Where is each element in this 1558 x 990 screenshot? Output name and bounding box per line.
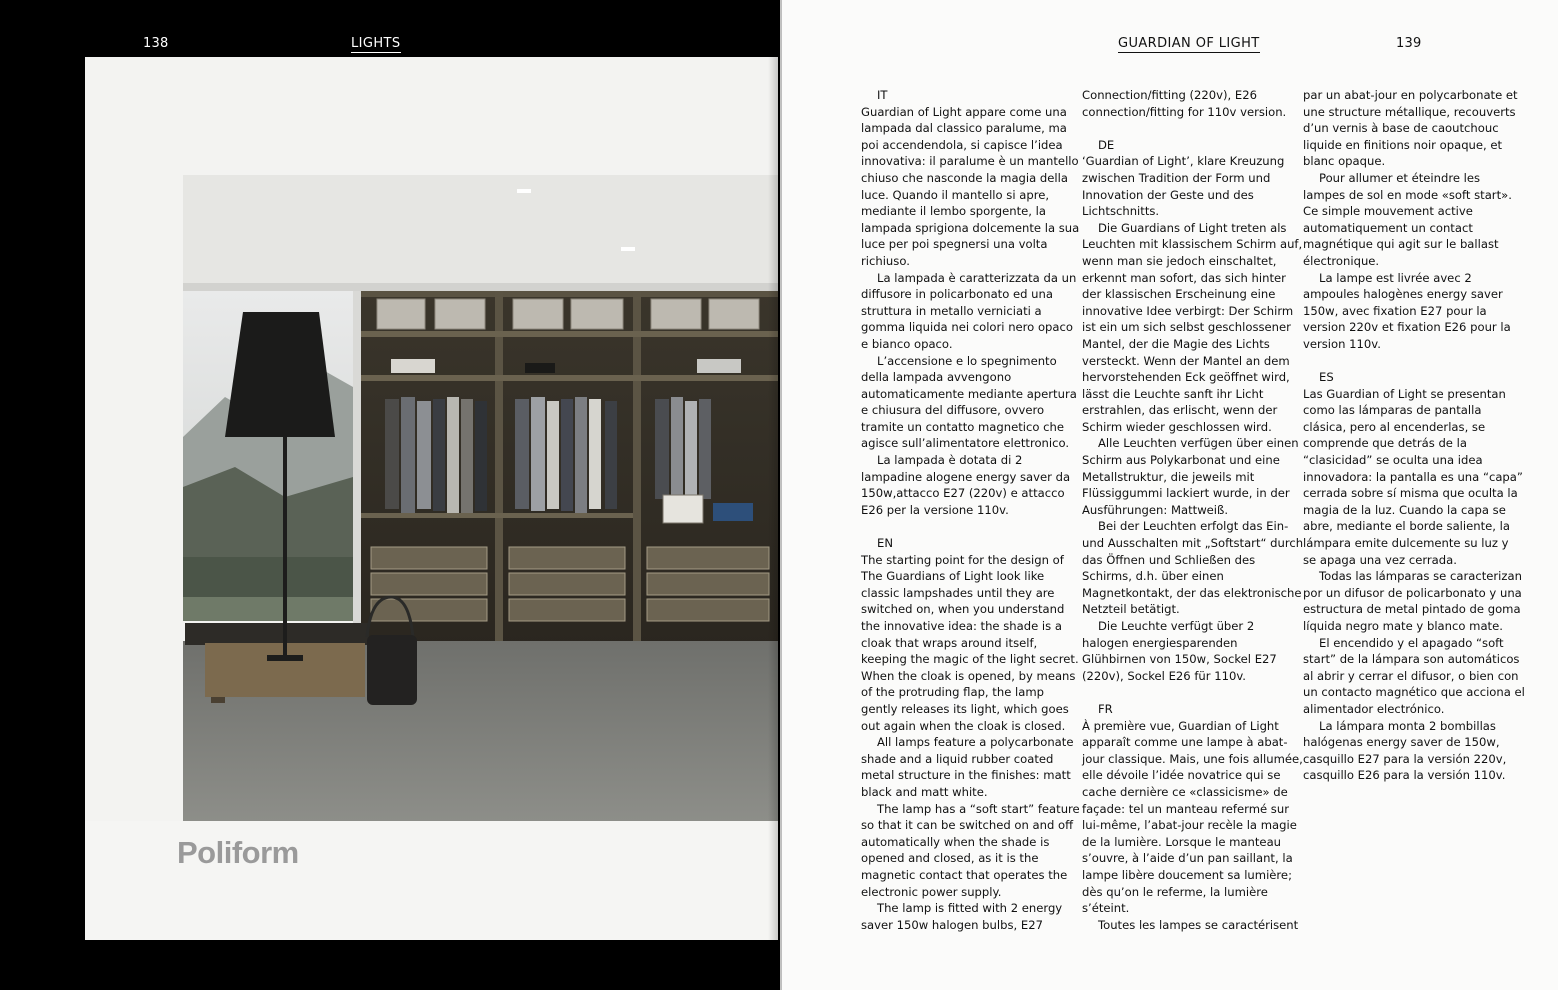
- language-heading: IT: [877, 88, 888, 102]
- running-head-right: GUARDIAN OF LIGHT: [1118, 36, 1260, 51]
- body-paragraph: La lámpara monta 2 bombillas halógenas energy saver de 150w, casquillo E27 para la versión 220v, casquillo E26 para la versión 110v.: [1303, 718, 1507, 783]
- body-paragraph: The lamp has a “soft start” feature so that it can be switched on and off automatically when the shade is opened and closed, as it is the magnetic contact that operates the electronic power supply.: [861, 801, 1080, 899]
- language-heading: ES: [1319, 370, 1334, 385]
- body-paragraph: Pour allumer et éteindre les lampes de sol en mode «soft start». Ce simple mouvement active automatiquement un contact magnétique qui agit sur le ballast électronique.: [1303, 170, 1512, 268]
- text-column-1: [861, 87, 1083, 933]
- running-head-left: LIGHTS: [351, 36, 401, 51]
- body-paragraph: The starting point for the design of The Guardians of Light look like classic lampshades until they are switched on, when you understand the innovative idea: the shade is a cloak that wraps around itself, keeping the magic of the light secret. When the cloak is opened, by means of the protruding flap, the lamp gently releases its light, which goes out again when the cloak is closed.: [861, 552, 1079, 733]
- body-paragraph: La lampe est livrée avec 2 ampoules halogènes energy saver 150w, avec fixation E27 pour la version 220v et fixation E26 pour la version 110v.: [1303, 270, 1511, 351]
- body-paragraph: À première vue, Guardian of Light apparaît comme une lampe à abat-jour classique. Mais, une fois allumée, elle dévoile l’idée novatrice qui se cache dernière ce «classicisme» de façade: tel un manteau refermé sur lui-même, l’abat-jour recèle la magie de la lumière. Lorsque le manteau s’ouvre, à l’aide d’un pan saillant, la lampe libère doucement sa lumière; dès qu’on le referme, la lumière s’éteint.: [1082, 718, 1303, 916]
- body-paragraph: par un abat-jour en polycarbonate et une structure métallique, recouverts d’un vernis à base de caoutchouc liquide en finitions noir opaque, et blanc opaque.: [1303, 88, 1518, 169]
- page-number-right: 139: [1396, 36, 1422, 51]
- body-paragraph: La lampada è caratterizzata da un diffusore in policarbonato ed una struttura in metallo verniciati a gomma liquida nei colori nero opaco e bianco opaco.: [861, 270, 1077, 351]
- body-paragraph: Toutes les lampes se caractérisent: [1098, 917, 1299, 932]
- body-paragraph: La lampada è dotata di 2 lampadine alogene energy saver da 150w,attacco E27 (220v) e attacco E26 per la versione 110v.: [861, 453, 1071, 517]
- body-paragraph: Guardian of Light appare come una lampada dal classico paralume, ma poi accendendola, si capisce l’idea innovativa: il paralume è un mantello chiuso che nasconde la magia della luce. Quando il mantello si apre, mediante il lembo sporgente, la lampada sprigiona dolcemente la sua luce per poi spegnersi una volta richiuso.: [861, 104, 1080, 268]
- body-paragraph: Bei der Leuchten erfolgt das Ein- und Ausschalten mit „Softstart“ durch das Öffnen und Schließen des Schirms, d.h. über einen Magnetkontakt, der das elektronische Netzteil betätigt.: [1082, 519, 1304, 617]
- text-column-2: [1082, 87, 1304, 933]
- brand-logo: Poliform: [177, 835, 299, 870]
- page-number-left: 138: [143, 36, 169, 51]
- body-paragraph: Die Leuchte verfügt über 2 halogen energiesparenden Glühbirnen von 150w, Sockel E27 (220v), Sockel E26 für 110v.: [1082, 619, 1277, 683]
- advertisement-photo: [85, 57, 778, 940]
- body-paragraph: L’accensione e lo spegnimento della lampada avvengono automaticamente mediante apertura e chiusura del diffusore, ovvero tramite un contatto magnetico che agisce sull’alimentatore elettronico.: [861, 353, 1077, 451]
- wardrobe-scene-illustration: [85, 57, 778, 940]
- language-heading: FR: [1098, 701, 1113, 716]
- body-paragraph: Todas las lámparas se caracterizan por un difusor de policarbonato y una estructura de metal pintado de goma líquida negro mate y blanco mate.: [1303, 569, 1522, 633]
- text-column-3: [1303, 87, 1525, 784]
- body-paragraph: Alle Leuchten verfügen über einen Schirm aus Polykarbonat und eine Metallstruktur, die jeweils mit Flüssiggummi lackiert wurde, in der Ausführungen: Mattweiß.: [1082, 436, 1299, 517]
- body-paragraph: ‘Guardian of Light’, klare Kreuzung zwischen Tradition der Form und Innovation der Geste und des Lichtschnitts.: [1082, 154, 1285, 219]
- language-heading: EN: [877, 536, 893, 551]
- body-paragraph: Connection/fitting (220v), E26 connection/fitting for 110v version.: [1082, 88, 1287, 119]
- spread-gutter: [768, 0, 782, 990]
- body-paragraph: Las Guardian of Light se presentan como las lámparas de pantalla clásica, pero al encenderlas, se comprende que detrás de la “clasicidad” se oculta una idea innovadora: la pantalla es una “capa” cerrada sobre sí misma que oculta la magia de la luz. Cuando la capa se abre, mediante el borde saliente, la lámpara emite dulcemente su luz y se apaga una vez cerrada.: [1303, 386, 1523, 567]
- body-paragraph: El encendido y el apagado “soft start” de la lámpara son automáticos al abrir y cerrar el difusor, o bien con un contacto magnético que acciona el alimentador electrónico.: [1303, 635, 1525, 716]
- body-paragraph: All lamps feature a polycarbonate shade and a liquid rubber coated metal structure in the finishes: matt black and matt white.: [861, 735, 1074, 799]
- body-paragraph: The lamp is fitted with 2 energy saver 150w halogen bulbs, E27: [861, 901, 1063, 932]
- right-page: [780, 0, 1558, 990]
- language-heading: DE: [1098, 137, 1115, 152]
- body-paragraph: Die Guardians of Light treten als Leuchten mit klassischem Schirm auf, wenn man sie jedoch einschaltet, erkennt man sofort, das sich hinter der klassischen Erscheinung eine innovative Idee verbirgt: Der Schirm ist ein um sich selbst geschlossener Mantel, der die Magie des Lichts versteckt. Wenn der Mantel an dem hervorstehenden Eck geöffnet wird, lässt die Leuchte sanft ihr Licht erstrahlen, das erlischt, wenn der Schirm wieder geschlossen wird.: [1082, 220, 1303, 434]
